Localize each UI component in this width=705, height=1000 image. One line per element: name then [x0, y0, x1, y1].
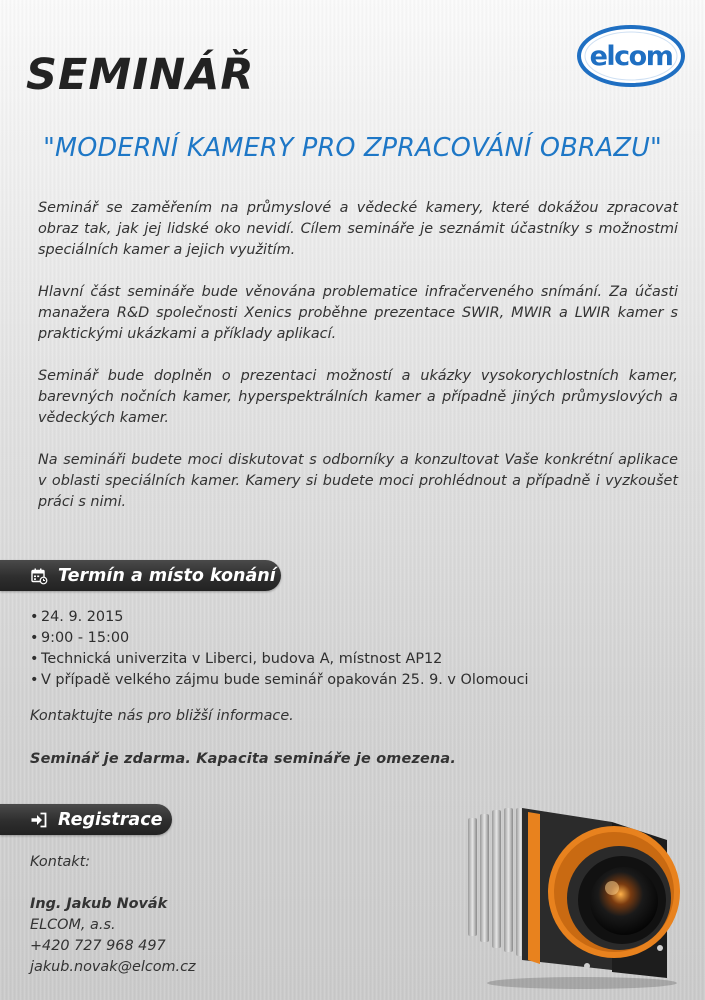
- elcom-logo: [576, 23, 686, 87]
- seminar-subtitle: "MODERNÍ KAMERY PRO ZPRACOVÁNÍ OBRAZU": [43, 133, 662, 163]
- registration-heading-bar: [0, 804, 172, 835]
- intro-paragraph: Na semináři budete moci diskutovat s odborníky a konzultovat Vaše konkrétní aplikace v oblasti speciálních kamer. Kamery si budete moci prohlédnout a případně i vyzkoušet práci s nimi.: [38, 452, 678, 510]
- contact-info-note: Kontaktujte nás pro bližší informace.: [30, 708, 294, 724]
- calendar-icon: [30, 567, 48, 585]
- intro-paragraph: Seminář se zaměřením na průmyslové a vědecké kamery, které dokážou zpracovat obraz tak, jak jej lidské oko nevidí. Cílem semináře je seznámit účastníky s možnostmi speciálních kamer a jejich využitím.: [38, 200, 678, 258]
- heatsink-fins: [468, 808, 525, 956]
- contact-email[interactable]: jakub.novak@elcom.cz: [30, 959, 196, 975]
- bullet: •: [30, 651, 39, 667]
- contact-label: Kontakt:: [30, 854, 91, 870]
- bullet: •: [30, 609, 39, 625]
- schedule-repeat-note: V případě velkého zájmu bude seminář opakován 25. 9. v Olomouci: [41, 672, 529, 688]
- list-item: [30, 649, 630, 670]
- schedule-heading-bar: [0, 560, 281, 591]
- page-title: SEMINÁŘ: [26, 50, 255, 100]
- schedule-list: [30, 607, 630, 691]
- schedule-date: 24. 9. 2015: [41, 609, 124, 625]
- intro-paragraph: Hlavní část semináře bude věnována problematice infračerveného snímání. Za účasti manažera R&D společnosti Xenics proběhne prezentace SWIR, MWIR a LWIR kamer s praktickými ukázkami a příklady aplikací.: [38, 284, 678, 342]
- list-item: [30, 628, 630, 649]
- bullet: •: [30, 672, 39, 688]
- bullet: •: [30, 630, 39, 646]
- free-admission-note: Seminář je zdarma. Kapacita semináře je omezena.: [30, 751, 457, 767]
- logo-text: elcom: [589, 41, 673, 72]
- contact-name: Ing. Jakub Novák: [30, 896, 168, 912]
- schedule-details: [30, 607, 630, 691]
- list-item: [30, 670, 630, 691]
- schedule-venue: Technická univerzita v Liberci, budova A, místnost AP12: [41, 651, 443, 667]
- registration-heading: Registrace: [58, 809, 163, 830]
- schedule-time: 9:00 - 15:00: [41, 630, 130, 646]
- intro-paragraph: Seminář bude doplněn o prezentaci možností a ukázky vysokorychlostních kamer, barevných nočních kamer, hyperspektrálních kamer a případně jiných průmyslových a vědeckých kamer.: [38, 368, 678, 426]
- schedule-heading: Termín a místo konání: [58, 565, 276, 586]
- sign-in-arrow-icon: [30, 811, 48, 829]
- intro-section: [38, 198, 678, 534]
- contact-phone: +420 727 968 497: [30, 938, 166, 954]
- thermal-camera-image: [462, 800, 692, 990]
- contact-block: [30, 852, 196, 978]
- list-item: [30, 607, 630, 628]
- contact-company: ELCOM, a.s.: [30, 917, 116, 933]
